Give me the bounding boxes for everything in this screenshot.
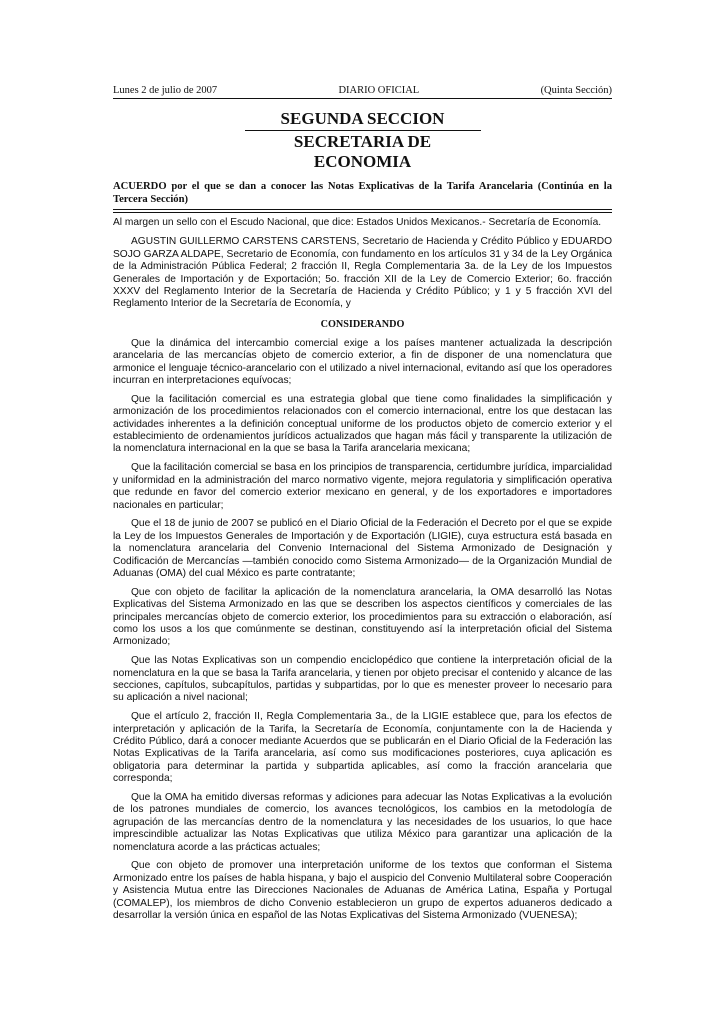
considerando-paragraph: Que el 18 de junio de 2007 se publicó en el Diario Oficial de la Federación el Decreto por el que se expide la Ley de los Impuestos Generales de Importación y de Exportación (LIGIE), cuya estructura está basada en la nomenclatura arancelaria del Convenio Internacional del Sistema Armonizado de Designación y Codificación de Mercancías —también conocido como Sistema Armonizado— de la Organización Mundial de Aduanas (OMA) del cual México es parte contratante; [113, 518, 612, 579]
page-header [113, 84, 612, 99]
acuerdo-heading: ACUERDO por el que se dan a conocer las Notas Explicativas de la Tarifa Arancelaria (Continúa en la Tercera Sección) [113, 181, 612, 205]
section-title-line2: SECRETARIA DE ECONOMIA [245, 130, 481, 172]
double-rule-divider [113, 209, 612, 213]
header-publication: DIARIO OFICIAL [338, 85, 420, 96]
considerando-list [113, 338, 612, 923]
margin-note: Al margen un sello con el Escudo Nacional, que dice: Estados Unidos Mexicanos.- Secretaría de Economía. [113, 217, 602, 228]
considerando-paragraph: Que la dinámica del intercambio comercial exige a los países mantener actualizada la descripción arancelaria de las mercancías objeto de comercio exterior, a fin de disponer de una nomenclatura que armonice el lenguaje técnico-arancelario con el utilizado a nivel internacional, evitando así que los operadores incurran en interpretaciones equívocas; [113, 337, 612, 387]
considerando-paragraph: Que la OMA ha emitido diversas reformas y adiciones para adecuar las Notas Explicativas a la evolución de los patrones mundiales de comercio, los avances tecnológicos, los cambios en la metodología de agrupación de las mercancías dentro de la nomenclatura y las necesidades de los usuarios, lo que hace imprescindible actualizar las Notas Explicativas que utiliza México para garantizar una aplicación de la nomenclatura acorde a las prácticas actuales; [113, 791, 612, 853]
considerando-paragraph: Que la facilitación comercial se basa en los principios de transparencia, certidumbre jurídica, imparcialidad y uniformidad en la administración del marco normativo vigente, mejora regulatoria y simplificación operativa que redunde en favor del comercio exterior mexicano en general, y de los exportadores e importadores nacionales en particular; [113, 462, 612, 511]
intro-paragraph: AGUSTIN GUILLERMO CARSTENS CARSTENS, Secretario de Hacienda y Crédito Público y EDUARDO SOJO GARZA ALDAPE, Secretario de Economía, con fundamento en los artículos 31 y 34 de la Ley Orgánica de la Administración Pública Federal; 2 fracción II, Regla Complementaria 3a. de la Ley de los Impuestos Generales de Importación y de Exportación; 5o. fracción XII de la Ley de Comercio Exterior; 6o. fracción XXXV del Reglamento Interior de la Secretaría de Hacienda y Crédito Público; y 1 y 5 fracción XVI del Reglamento Interior de la Secretaría de Economía, y [113, 236, 612, 310]
considerando-paragraph: Que la facilitación comercial es una estrategia global que tiene como finalidades la simplificación y armonización de los procedimientos relacionados con el comercio internacional, entre los que destacan las actividades inherentes a la definición conceptual uniforme de los productos objeto de comercio exterior y el establecimiento de ordenamientos jurídicos actualizados que hagan más fácil y transparente la utilización de la nomenclatura internacional en la que se basa la Tarifa arancelaria mexicana; [113, 393, 612, 455]
considerando-paragraph: Que las Notas Explicativas son un compendio enciclopédico que contiene la interpretación oficial de la nomenclatura en la que se basa la Tarifa arancelaria, y tienen por objeto precisar el contenido y alcance de las secciones, capítulos, subcapítulos, partidas y subpartidas, por lo que es menester proveer lo necesario para su aplicación a nivel nacional; [113, 655, 612, 704]
section-title [113, 109, 612, 172]
header-section: (Quinta Sección) [540, 85, 612, 96]
considerando-heading: CONSIDERANDO [320, 318, 405, 330]
header-date: Lunes 2 de julio de 2007 [113, 85, 218, 96]
considerando-paragraph: Que con objeto de facilitar la aplicación de la nomenclatura arancelaria, la OMA desarrolló las Notas Explicativas del Sistema Armonizado en las que se describen los aspectos científicos y comerciales de las principales mercancías objeto de comercio exterior, los procedimientos para su extracción o elaboración, así como los usos a los que comúnmente se destinan, constituyendo así la interpretación oficial del Sistema Armonizado; [113, 586, 612, 648]
considerando-paragraph: Que el artículo 2, fracción II, Regla Complementaria 3a., de la LIGIE establece que, para los efectos de interpretación y aplicación de la Tarifa, la Secretaría de Economía, conjuntamente con la de Hacienda y Crédito Público, dará a conocer mediante Acuerdos que se publicarán en el Diario Oficial de la Federación las Notas Explicativas de la Tarifa arancelaria, así como sus modificaciones posteriores, cuya aplicación es obligatoria para determinar la partida y subpartida aplicables, así como la fracción arancelaria que corresponda; [113, 711, 612, 785]
considerando-paragraph: Que con objeto de promover una interpretación uniforme de los textos que conforman el Sistema Armonizado entre los países de habla hispana, y bajo el auspicio del Convenio Multilateral sobre Cooperación y Asistencia Mutua entre las Direcciones Nacionales de Aduanas de América Latina, España y Portugal (COMALEP), los miembros de dicho Convenio establecieron un grupo de expertos aduaneros dedicado a desarrollar la versión única en español de las Notas Explicativas del Sistema Armonizado (VUENESA); [113, 860, 612, 922]
section-title-line1: SEGUNDA SECCION [280, 109, 445, 128]
